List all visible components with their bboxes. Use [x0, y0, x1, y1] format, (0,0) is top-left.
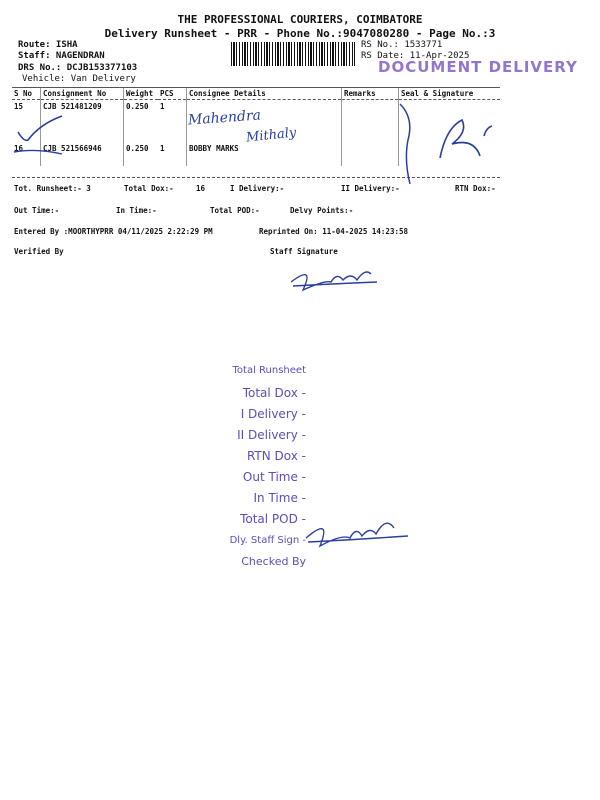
stamp-i-delivery: I Delivery - — [240, 407, 306, 421]
runsheet-subtitle: Delivery Runsheet - PRR - Phone No.:9047080280 - Page No.:3 — [104, 27, 496, 40]
stamp-out-time: Out Time - — [242, 470, 306, 484]
row-sno: 15 — [14, 102, 24, 111]
reprinted-on: Reprinted On: 11-04-2025 14:23:58 — [259, 227, 409, 236]
tot-runsheet: Tot. Runsheet:- 3 — [14, 184, 91, 193]
row-pcs: 1 — [160, 144, 165, 153]
rs-number: RS No.: 1533771 — [361, 40, 443, 50]
barcode — [231, 42, 355, 66]
verified-by: Verified By — [14, 247, 64, 256]
staff-signature-label: Staff Signature — [270, 247, 338, 256]
rtn-dox: RTN Dox:- — [455, 184, 496, 193]
delivery-stamp — [196, 365, 306, 575]
col-remarks: Remarks — [342, 88, 399, 100]
document-delivery-stamp: DOCUMENT DELIVERY — [378, 58, 578, 76]
col-weight: Weight — [124, 88, 159, 100]
handwritten-name: Mahendra — [187, 107, 262, 129]
rs-date: RS Date: 11-Apr-2025 — [361, 51, 470, 61]
stamp-checked-by: Checked By — [241, 555, 306, 568]
vehicle-label: Vehicle: Van Delivery — [22, 74, 136, 84]
drs-number: DRS No.: DCJB153377103 — [18, 63, 138, 73]
row-consignee: BOBBY MARKS — [187, 142, 342, 166]
signature-mark-icon — [388, 98, 508, 190]
stamp-total-runsheet: Total Runsheet — [232, 365, 306, 376]
stamp-rtn-dox: RTN Dox - — [246, 449, 306, 463]
ii-delivery: II Delivery:- — [341, 184, 400, 193]
delvy-points: Delvy Points:- — [290, 206, 354, 215]
total-dox-label: Total Dox:- — [124, 184, 174, 193]
staff-signature-icon — [285, 258, 385, 298]
stamp-in-time: In Time - — [253, 491, 306, 505]
in-time: In Time:- — [116, 206, 157, 215]
stamp-total-pod: Total POD - — [240, 512, 306, 526]
total-dox-value: 16 — [196, 184, 206, 193]
col-consignment: Consignment No — [41, 88, 124, 100]
row-weight: 0.250 — [124, 100, 159, 143]
stamp-total-dox: Total Dox - — [242, 386, 306, 400]
row-pcs: 1 — [160, 102, 165, 111]
company-title: THE PROFESSIONAL COURIERS, COIMBATORE — [177, 13, 423, 26]
handwritten-name-2: Mithaly — [245, 125, 297, 146]
i-delivery: I Delivery:- — [230, 184, 285, 193]
out-time: Out Time:- — [14, 206, 60, 215]
route-label: Route: ISHA — [18, 40, 78, 50]
row-consignment: CJB 521566946 — [41, 142, 124, 166]
row-weight: 0.250 — [124, 142, 159, 166]
col-sno: S No — [12, 88, 41, 100]
entered-by: Entered By :MOORTHYPRR 04/11/2025 2:22:29 PM — [14, 227, 213, 236]
row-sno: 16 — [14, 144, 24, 153]
stamp-signature-icon — [300, 508, 420, 556]
stamp-staff-sign: Dly. Staff Sign - — [229, 535, 306, 546]
col-consignee: Consignee Details — [187, 88, 342, 100]
check-mark-icon — [10, 110, 70, 160]
staff-label: Staff: NAGENDRAN — [18, 51, 105, 61]
stamp-ii-delivery: II Delivery - — [237, 428, 306, 442]
col-pcs: PCS — [158, 88, 187, 100]
total-pod: Total POD:- — [210, 206, 260, 215]
row-consignment: CJB 521481209 — [41, 100, 124, 143]
col-seal: Seal & Signature — [399, 88, 501, 100]
